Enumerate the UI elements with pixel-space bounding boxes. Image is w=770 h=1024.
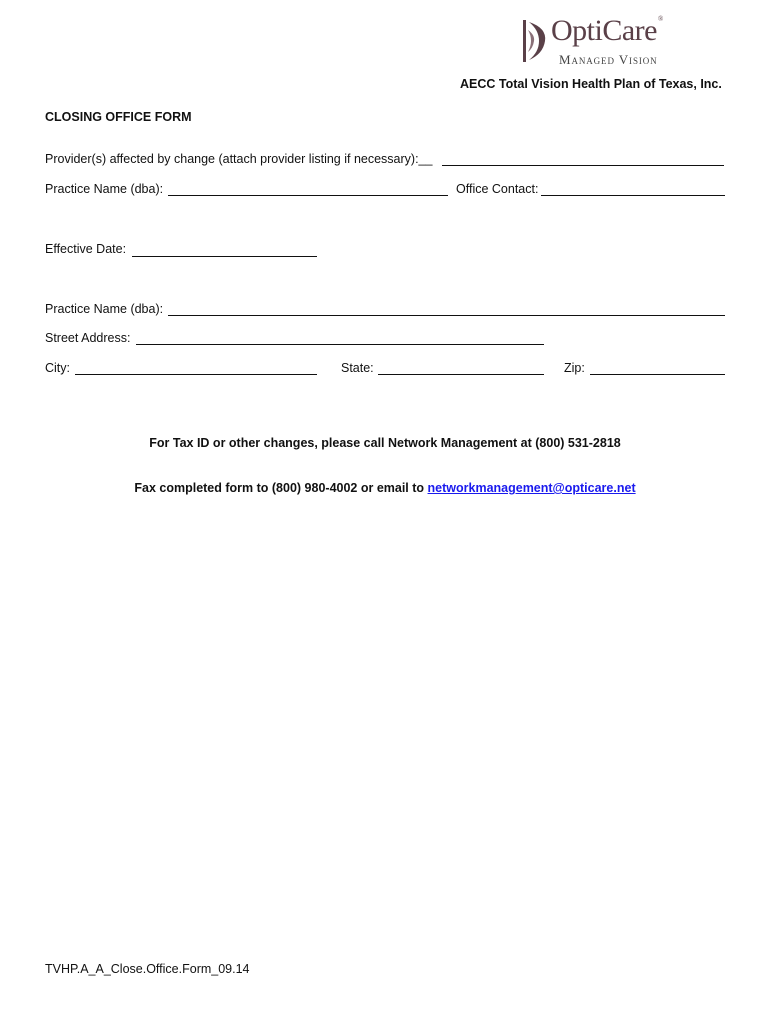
- providers-label: Provider(s) affected by change (attach provider listing if necessary):__: [45, 152, 433, 166]
- opticare-logo-mark: [519, 18, 549, 64]
- practice-name-2-label: Practice Name (dba):: [45, 302, 164, 316]
- form-title: CLOSING OFFICE FORM: [45, 110, 192, 124]
- effective-date-field[interactable]: [132, 256, 317, 257]
- fax-note: [0, 481, 770, 495]
- zip-label: Zip:: [564, 361, 585, 375]
- practice-name-2-field[interactable]: [168, 315, 725, 316]
- fax-note-text: Fax completed form to (800) 980-4002 or email to: [134, 481, 428, 495]
- state-label: State:: [341, 361, 374, 375]
- registered-mark: ®: [657, 15, 663, 23]
- plan-title: AECC Total Vision Health Plan of Texas, Inc.: [460, 77, 722, 91]
- logo-name: OptiCare®: [551, 14, 663, 47]
- zip-field[interactable]: [590, 374, 725, 375]
- practice-name-field[interactable]: [168, 195, 448, 196]
- effective-date-label: Effective Date:: [45, 242, 127, 256]
- tax-id-note: For Tax ID or other changes, please call Network Management at (800) 531-2818: [149, 436, 621, 450]
- logo-tagline: Managed Vision: [559, 52, 658, 67]
- city-label: City:: [45, 361, 70, 375]
- practice-name-label: Practice Name (dba):: [45, 182, 164, 196]
- street-address-label: Street Address:: [45, 331, 131, 345]
- street-address-field[interactable]: [136, 344, 544, 345]
- office-contact-field[interactable]: [541, 195, 725, 196]
- email-link[interactable]: networkmanagement@opticare.net: [427, 481, 636, 495]
- office-contact-label: Office Contact:: [456, 182, 539, 196]
- providers-field[interactable]: [442, 165, 724, 166]
- form-code: TVHP.A_A_Close.Office.Form_09.14: [45, 962, 250, 976]
- city-field[interactable]: [75, 374, 317, 375]
- state-field[interactable]: [378, 374, 544, 375]
